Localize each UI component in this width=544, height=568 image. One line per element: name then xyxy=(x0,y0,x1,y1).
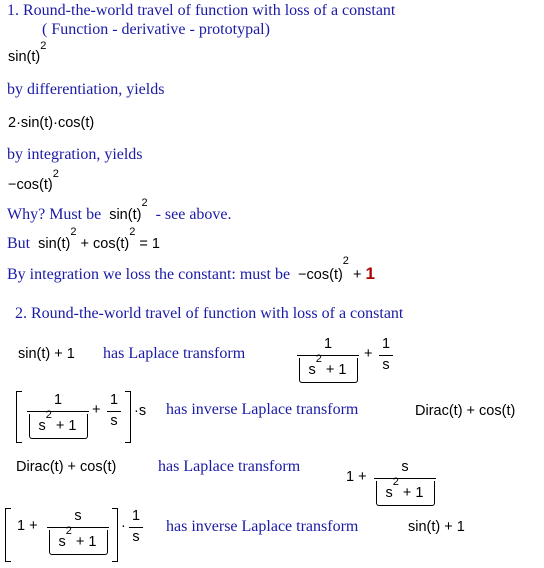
exponent: 2 xyxy=(45,409,52,421)
row3-lead: 1 + xyxy=(346,469,367,485)
why-text: Why? Must be xyxy=(7,206,102,223)
loss-plus: + xyxy=(348,267,366,283)
why-line xyxy=(7,197,232,224)
exponent: 2 xyxy=(40,40,47,52)
row4-result: sin(t) + 1 xyxy=(408,519,465,535)
exponent: 2 xyxy=(129,226,136,238)
denominator xyxy=(49,525,106,550)
denominator xyxy=(299,353,356,378)
den-tail: + 1 xyxy=(321,362,347,378)
but-eq: = 1 xyxy=(135,236,160,252)
row4-right-bracket xyxy=(112,508,118,562)
loss-text: By integration we loss the constant: must be xyxy=(7,266,291,283)
numerator: 1 xyxy=(323,336,333,352)
fraction-bar xyxy=(379,355,393,356)
denominator xyxy=(376,476,433,501)
row2-frac-1 xyxy=(27,392,89,442)
but-text: But xyxy=(7,235,31,252)
row2-right-bracket xyxy=(125,391,131,443)
denominator: s xyxy=(382,357,390,373)
den-base: s xyxy=(38,418,46,434)
row4-frac-1 xyxy=(47,508,109,558)
why-expr-base: sin(t) xyxy=(109,207,142,223)
fraction-bar xyxy=(129,527,143,528)
fraction-bar xyxy=(47,527,109,528)
den-base: s xyxy=(58,534,66,550)
row4-label: has inverse Laplace transform xyxy=(166,518,359,535)
by-differentiation-text: by differentiation, yields xyxy=(7,81,165,98)
section1-title: 1. Round-the-world travel of function with loss of a constant xyxy=(7,2,396,19)
row2-left-bracket xyxy=(16,391,22,443)
but-line xyxy=(7,226,160,253)
row4-left-bracket xyxy=(5,508,11,562)
row2-plus: + xyxy=(92,402,101,418)
fraction-bar xyxy=(107,411,121,412)
exponent: 2 xyxy=(65,525,72,537)
but-expr-a: sin(t) xyxy=(38,236,71,252)
den-base: s xyxy=(385,485,393,501)
denominator: s xyxy=(132,529,140,545)
numerator: s xyxy=(74,508,82,524)
row2-dot-s: ·s xyxy=(134,403,147,419)
fraction-bar xyxy=(27,411,89,412)
den-base: s xyxy=(308,362,316,378)
expr-neg-cos-squared xyxy=(8,168,59,193)
by-integration-text: by integration, yields xyxy=(7,146,143,163)
row4-lead: 1 + xyxy=(17,518,38,534)
expr-derivative: 2·sin(t)·cos(t) xyxy=(8,115,95,131)
numerator: 1 xyxy=(53,392,63,408)
loss-line xyxy=(7,255,375,284)
row3-expr: Dirac(t) + cos(t) xyxy=(16,459,117,475)
expr-sin-squared xyxy=(8,40,47,65)
why-suffix: - see above. xyxy=(155,206,232,223)
den-tail: + 1 xyxy=(51,418,77,434)
but-expr xyxy=(38,226,160,252)
denominator xyxy=(29,409,86,434)
but-plus: + cos(t) xyxy=(76,236,130,252)
fraction-bar xyxy=(297,355,359,356)
row1-label: has Laplace transform xyxy=(103,345,246,362)
fraction-bar xyxy=(374,478,436,479)
expr-neg-cos: −cos(t) xyxy=(8,177,53,193)
den-tail: + 1 xyxy=(71,534,97,550)
loss-expr-base: −cos(t) xyxy=(298,267,343,283)
row1-frac-1 xyxy=(297,336,359,386)
exponent: 2 xyxy=(52,168,59,180)
denominator: s xyxy=(110,413,118,429)
row2-result: Dirac(t) + cos(t) xyxy=(415,403,516,419)
row1-plus: + xyxy=(364,346,373,362)
exponent: 2 xyxy=(141,197,148,209)
exponent: 2 xyxy=(342,255,349,267)
row4-dot: · xyxy=(121,518,126,534)
row2-frac-2 xyxy=(107,392,121,432)
exponent: 2 xyxy=(392,476,399,488)
row1-expr: sin(t) + 1 xyxy=(18,346,75,362)
numerator: 1 xyxy=(109,392,119,408)
row4-frac-2 xyxy=(129,508,143,548)
row3-label: has Laplace transform xyxy=(158,458,301,475)
expr-sin: sin(t) xyxy=(8,49,41,65)
numerator: 1 xyxy=(381,336,391,352)
den-tail: + 1 xyxy=(398,485,424,501)
section1-subtitle: ( Function - derivative - prototypal) xyxy=(42,21,270,38)
row3-frac xyxy=(374,459,436,509)
exponent: 2 xyxy=(70,226,77,238)
numerator: s xyxy=(401,459,409,475)
numerator: 1 xyxy=(131,508,141,524)
section2-title: 2. Round-the-world travel of function with loss of a constant xyxy=(15,305,404,322)
loss-expr xyxy=(298,255,366,283)
loss-constant-one: 1 xyxy=(365,264,375,283)
why-expr xyxy=(109,197,148,223)
exponent: 2 xyxy=(315,353,322,365)
row2-label: has inverse Laplace transform xyxy=(166,401,359,418)
row1-frac-2 xyxy=(379,336,393,376)
